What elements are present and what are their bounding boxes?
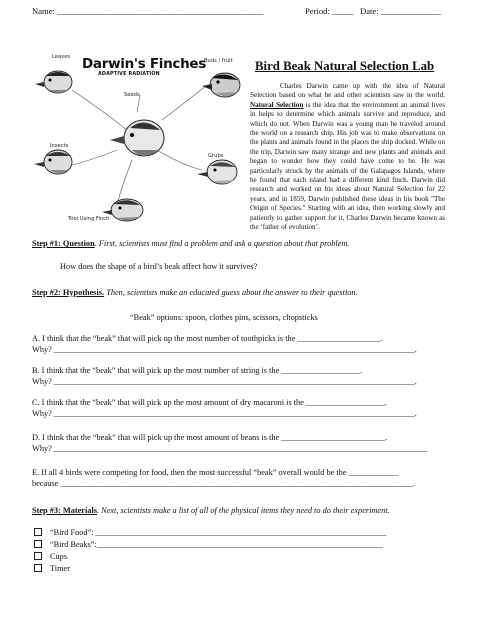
- step2-heading: [32, 288, 358, 297]
- material-label[interactable]: “Bird Food”: ______________________________________________________________________: [50, 528, 387, 537]
- checkbox-icon[interactable]: [34, 528, 42, 536]
- figure-title: Darwin's Finches: [82, 56, 207, 72]
- buds-fruit-finch-icon: [202, 73, 240, 97]
- step1-label: Step #1: Question: [32, 239, 95, 248]
- beak-options: “Beak” options: spoon, clothes pins, scissors, chopsticks: [130, 313, 318, 322]
- material-label: Timer: [50, 564, 70, 573]
- hypothesis-b-why[interactable]: Why? _______________________________________________________________________________________.: [32, 377, 417, 386]
- natural-selection-term: Natural Selection: [250, 100, 304, 109]
- hypothesis-e-because[interactable]: because _____________________________________________________________________________________.: [32, 479, 416, 488]
- step3-heading: [32, 506, 390, 515]
- material-label[interactable]: “Bird Beaks”:_____________________________________________________________________: [50, 540, 384, 549]
- date-blank[interactable]: ______________: [380, 6, 441, 16]
- step3-label: Step #3: Materials: [32, 506, 97, 515]
- label-grubs: Grubs: [208, 153, 224, 159]
- label-seeds: Seeds: [124, 92, 140, 98]
- insects-finch-icon: [34, 150, 72, 174]
- center-finch-icon: [110, 120, 164, 156]
- material-item[interactable]: [34, 527, 386, 537]
- hypothesis-e[interactable]: E. If all 4 birds were competing for food, then the most successful “beak” overall would be the ____________: [32, 468, 399, 477]
- intro-part2: is the idea that the environment an animal lives in helps to determine which animals survive and reproduce, and which do not. When Darwin was a young man he traveled around the world on a research ship. His job was to make observations on the plants and animals found in the places the ship docked. While on the trip, Darwin saw many strange and new plants and animals and began to wonder how they could have come to be. He was particularly struck by the animals of the Galapagos Islands, where he found that each island had a different kind finch. Darwin did research and worked on his ideas about Natural Selection for 22 years, and in 1859, Darwin published these ideas in his book "The Origin of Species." Starting with an idea, then working slowly and patiently to gather support for it, Charles Darwin became known as the ‘father of evolution’.: [250, 100, 445, 232]
- step3-text: . Next, scientists make a list of all of the physical items they need to do their experiment.: [96, 506, 390, 515]
- darwins-finches-figure: [32, 50, 247, 225]
- step1-question: How does the shape of a bird’s beak affect how it survives?: [60, 262, 258, 271]
- step2-label: Step #2: Hypothesis.: [32, 288, 105, 297]
- material-item[interactable]: [34, 539, 383, 549]
- date-field[interactable]: [360, 6, 441, 16]
- label-insects: Insects: [50, 143, 69, 149]
- label-tool-using: Tool Using Finch: [68, 216, 110, 222]
- hypothesis-c[interactable]: C. I think that the “beak” that will pick up the most amount of dry macaroni is the ___________________.: [32, 398, 387, 407]
- date-label: Date:: [360, 6, 379, 16]
- step1-heading: [32, 239, 349, 248]
- intro-part1: Charles Darwin came up with the idea of Natural Selection based on what he and other scientists saw in the world.: [250, 82, 445, 100]
- figure-subtitle: ADAPTIVE RADIATION: [98, 72, 160, 77]
- hypothesis-c-why[interactable]: Why? _______________________________________________________________________________________.: [32, 409, 417, 418]
- checkbox-icon[interactable]: [34, 564, 42, 572]
- intro-paragraph: [250, 82, 445, 233]
- material-label: Cups: [50, 552, 68, 561]
- label-leaves: Leaves: [52, 54, 71, 60]
- period-field[interactable]: [305, 6, 353, 16]
- period-label: Period:: [305, 6, 330, 16]
- step2-text: Then, scientists make an educated guess about the answer to their question.: [104, 288, 358, 297]
- checkbox-icon[interactable]: [34, 540, 42, 548]
- leaves-finch-icon: [35, 71, 72, 93]
- material-item[interactable]: [34, 563, 70, 573]
- material-item[interactable]: [34, 551, 67, 561]
- hypothesis-a[interactable]: A. I think that the “beak” that will pick up the most number of toothpicks is the ____________________.: [32, 334, 383, 343]
- step1-text: . First, scientists must find a problem and ask a question about that problem.: [94, 239, 350, 248]
- name-label: Name:: [32, 6, 55, 16]
- checkbox-icon[interactable]: [34, 552, 42, 560]
- label-buds-fruit: Buds / fruit: [204, 58, 233, 64]
- hypothesis-a-why[interactable]: Why? _______________________________________________________________________________________.: [32, 345, 417, 354]
- period-blank[interactable]: _____: [331, 6, 354, 16]
- hypothesis-d[interactable]: D. I think that the “beak” that will pick up the most amount of beans is the _________________________.: [32, 433, 388, 442]
- grubs-finch-icon: [197, 160, 237, 184]
- name-field[interactable]: [32, 6, 263, 16]
- hypothesis-d-why[interactable]: Why? __________________________________________________________________________________________: [32, 444, 428, 453]
- hypothesis-b[interactable]: B. I think that the “beak” that will pick up the most number of string is the ___________________.: [32, 366, 363, 375]
- page-title: Bird Beak Natural Selection Lab: [255, 59, 435, 73]
- name-blank[interactable]: ________________________________________________: [57, 6, 264, 16]
